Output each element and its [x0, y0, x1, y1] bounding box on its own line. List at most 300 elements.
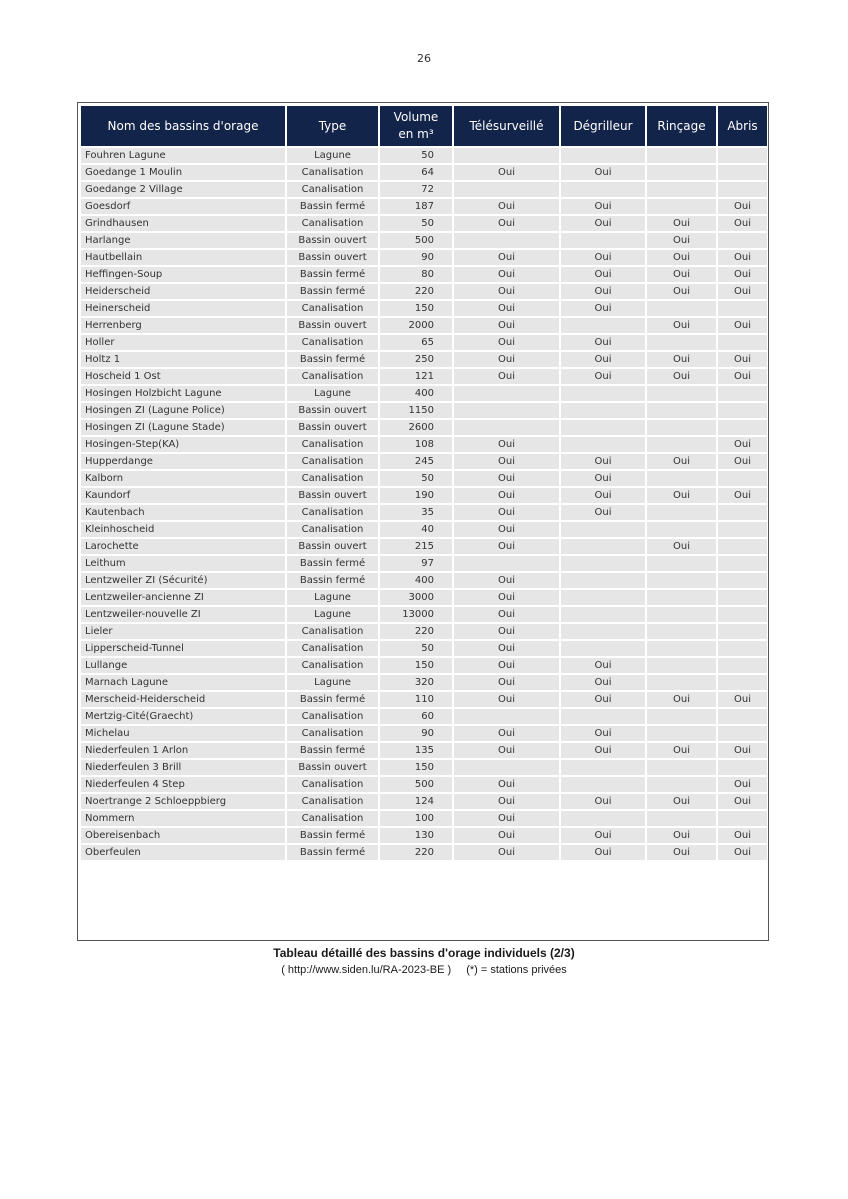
cell-degrilleur: Oui: [561, 165, 645, 180]
header-abris: Abris: [718, 106, 767, 146]
cell-degrilleur: Oui: [561, 726, 645, 741]
table-row: [81, 250, 767, 265]
cell-degrilleur: [561, 590, 645, 605]
cell-telesurveille: Oui: [454, 454, 559, 469]
cell-rincage: Oui: [647, 692, 716, 707]
cell-volume: 135: [380, 743, 452, 758]
cell-type: Bassin ouvert: [287, 233, 378, 248]
cell-telesurveille: Oui: [454, 624, 559, 639]
table-row: [81, 590, 767, 605]
header-type: Type: [287, 106, 378, 146]
cell-type: Canalisation: [287, 811, 378, 826]
cell-type: Lagune: [287, 386, 378, 401]
cell-name: Kleinhoscheid: [81, 522, 285, 537]
cell-telesurveille: Oui: [454, 488, 559, 503]
cell-rincage: [647, 607, 716, 622]
cell-rincage: Oui: [647, 216, 716, 231]
cell-abris: [718, 386, 767, 401]
cell-rincage: Oui: [647, 454, 716, 469]
cell-volume: 100: [380, 811, 452, 826]
cell-telesurveille: Oui: [454, 777, 559, 792]
cell-abris: [718, 590, 767, 605]
cell-volume: 64: [380, 165, 452, 180]
cell-volume: 97: [380, 556, 452, 571]
cell-rincage: [647, 675, 716, 690]
cell-degrilleur: Oui: [561, 471, 645, 486]
cell-type: Canalisation: [287, 777, 378, 792]
cell-type: Canalisation: [287, 709, 378, 724]
cell-abris: [718, 760, 767, 775]
cell-abris: Oui: [718, 828, 767, 843]
table-row: [81, 522, 767, 537]
cell-rincage: [647, 420, 716, 435]
cell-name: Fouhren Lagune: [81, 148, 285, 163]
cell-type: Bassin fermé: [287, 573, 378, 588]
cell-type: Bassin fermé: [287, 267, 378, 282]
cell-name: Hupperdange: [81, 454, 285, 469]
cell-name: Hosingen-Step(KA): [81, 437, 285, 452]
cell-type: Canalisation: [287, 641, 378, 656]
table-row: [81, 165, 767, 180]
cell-volume: 90: [380, 726, 452, 741]
cell-abris: Oui: [718, 794, 767, 809]
cell-telesurveille: Oui: [454, 675, 559, 690]
cell-name: Hosingen Holzbicht Lagune: [81, 386, 285, 401]
cell-telesurveille: Oui: [454, 794, 559, 809]
table-row: [81, 692, 767, 707]
cell-telesurveille: Oui: [454, 267, 559, 282]
source-link[interactable]: ( http://www.siden.lu/RA-2023-BE ): [281, 964, 452, 976]
table-row: [81, 743, 767, 758]
cell-telesurveille: Oui: [454, 811, 559, 826]
table-row: [81, 216, 767, 231]
page-number: 26: [417, 52, 431, 65]
cell-volume: 220: [380, 845, 452, 860]
cell-telesurveille: Oui: [454, 828, 559, 843]
table-row: [81, 573, 767, 588]
cell-volume: 150: [380, 658, 452, 673]
cell-rincage: Oui: [647, 539, 716, 554]
cell-name: Michelau: [81, 726, 285, 741]
cell-degrilleur: Oui: [561, 199, 645, 214]
cell-type: Bassin ouvert: [287, 420, 378, 435]
cell-name: Goedange 2 Village: [81, 182, 285, 197]
cell-degrilleur: [561, 233, 645, 248]
cell-rincage: [647, 335, 716, 350]
cell-type: Lagune: [287, 675, 378, 690]
cell-abris: [718, 522, 767, 537]
cell-name: Lullange: [81, 658, 285, 673]
cell-type: Canalisation: [287, 369, 378, 384]
cell-rincage: [647, 777, 716, 792]
cell-name: Larochette: [81, 539, 285, 554]
cell-telesurveille: Oui: [454, 573, 559, 588]
cell-name: Lieler: [81, 624, 285, 639]
table-caption: Tableau détaillé des bassins d'orage individuels (2/3): [273, 946, 575, 960]
cell-type: Canalisation: [287, 658, 378, 673]
cell-telesurveille: [454, 709, 559, 724]
cell-abris: Oui: [718, 369, 767, 384]
cell-telesurveille: Oui: [454, 726, 559, 741]
cell-rincage: [647, 199, 716, 214]
table-row: [81, 726, 767, 741]
cell-rincage: [647, 760, 716, 775]
header-telesurveille: Télésurveillé: [454, 106, 559, 146]
cell-type: Canalisation: [287, 794, 378, 809]
cell-rincage: Oui: [647, 845, 716, 860]
table-row: [81, 233, 767, 248]
cell-degrilleur: [561, 760, 645, 775]
table-row: [81, 182, 767, 197]
header-degrilleur: Dégrilleur: [561, 106, 645, 146]
cell-degrilleur: [561, 624, 645, 639]
cell-type: Lagune: [287, 590, 378, 605]
cell-volume: 13000: [380, 607, 452, 622]
cell-type: Canalisation: [287, 301, 378, 316]
storm-basin-table-frame: [77, 102, 769, 941]
cell-telesurveille: Oui: [454, 539, 559, 554]
cell-type: Bassin fermé: [287, 692, 378, 707]
cell-rincage: Oui: [647, 743, 716, 758]
cell-rincage: [647, 182, 716, 197]
cell-type: Bassin ouvert: [287, 250, 378, 265]
table-row: [81, 811, 767, 826]
table-row: [81, 386, 767, 401]
cell-name: Holtz 1: [81, 352, 285, 367]
cell-telesurveille: Oui: [454, 318, 559, 333]
cell-name: Harlange: [81, 233, 285, 248]
cell-name: Kaundorf: [81, 488, 285, 503]
cell-abris: Oui: [718, 777, 767, 792]
cell-name: Obereisenbach: [81, 828, 285, 843]
table-row: [81, 556, 767, 571]
cell-abris: [718, 556, 767, 571]
cell-rincage: [647, 386, 716, 401]
cell-telesurveille: Oui: [454, 369, 559, 384]
cell-abris: [718, 165, 767, 180]
cell-degrilleur: [561, 182, 645, 197]
cell-telesurveille: Oui: [454, 250, 559, 265]
cell-rincage: [647, 522, 716, 537]
cell-degrilleur: Oui: [561, 250, 645, 265]
cell-volume: 245: [380, 454, 452, 469]
cell-degrilleur: [561, 811, 645, 826]
cell-rincage: [647, 624, 716, 639]
cell-volume: 220: [380, 624, 452, 639]
cell-name: Noertrange 2 Schloeppbierg: [81, 794, 285, 809]
cell-degrilleur: [561, 318, 645, 333]
cell-name: Kautenbach: [81, 505, 285, 520]
cell-name: Niederfeulen 1 Arlon: [81, 743, 285, 758]
cell-rincage: Oui: [647, 794, 716, 809]
cell-abris: Oui: [718, 199, 767, 214]
cell-degrilleur: [561, 522, 645, 537]
cell-degrilleur: Oui: [561, 675, 645, 690]
cell-abris: [718, 658, 767, 673]
cell-abris: Oui: [718, 454, 767, 469]
cell-abris: Oui: [718, 267, 767, 282]
cell-type: Bassin fermé: [287, 352, 378, 367]
cell-telesurveille: Oui: [454, 471, 559, 486]
cell-degrilleur: [561, 539, 645, 554]
cell-type: Bassin fermé: [287, 828, 378, 843]
cell-telesurveille: [454, 403, 559, 418]
header-volume-line2: en m³: [398, 127, 434, 141]
cell-volume: 2000: [380, 318, 452, 333]
cell-abris: [718, 624, 767, 639]
cell-volume: 500: [380, 777, 452, 792]
cell-rincage: [647, 437, 716, 452]
cell-telesurveille: Oui: [454, 845, 559, 860]
cell-volume: 60: [380, 709, 452, 724]
cell-telesurveille: [454, 182, 559, 197]
table-row: [81, 624, 767, 639]
cell-telesurveille: Oui: [454, 692, 559, 707]
cell-volume: 110: [380, 692, 452, 707]
cell-degrilleur: [561, 573, 645, 588]
cell-abris: [718, 573, 767, 588]
cell-abris: [718, 539, 767, 554]
cell-rincage: [647, 709, 716, 724]
cell-telesurveille: Oui: [454, 284, 559, 299]
table-header-row: [81, 106, 767, 146]
cell-rincage: [647, 590, 716, 605]
cell-telesurveille: Oui: [454, 522, 559, 537]
cell-volume: 500: [380, 233, 452, 248]
table-row: [81, 777, 767, 792]
cell-rincage: Oui: [647, 488, 716, 503]
cell-telesurveille: Oui: [454, 352, 559, 367]
table-row: [81, 199, 767, 214]
table-row: [81, 352, 767, 367]
cell-rincage: [647, 505, 716, 520]
table-row: [81, 420, 767, 435]
cell-type: Bassin fermé: [287, 845, 378, 860]
cell-abris: [718, 403, 767, 418]
cell-type: Canalisation: [287, 454, 378, 469]
cell-degrilleur: Oui: [561, 828, 645, 843]
table-body: [81, 148, 767, 860]
cell-abris: [718, 675, 767, 690]
cell-type: Canalisation: [287, 505, 378, 520]
cell-type: Canalisation: [287, 726, 378, 741]
cell-rincage: Oui: [647, 233, 716, 248]
cell-degrilleur: [561, 437, 645, 452]
cell-degrilleur: Oui: [561, 284, 645, 299]
table-row: [81, 488, 767, 503]
cell-volume: 1150: [380, 403, 452, 418]
cell-degrilleur: Oui: [561, 352, 645, 367]
cell-name: Lentzweiler ZI (Sécurité): [81, 573, 285, 588]
cell-type: Lagune: [287, 148, 378, 163]
cell-name: Goesdorf: [81, 199, 285, 214]
table-row: [81, 403, 767, 418]
cell-rincage: Oui: [647, 318, 716, 333]
cell-volume: 121: [380, 369, 452, 384]
cell-volume: 90: [380, 250, 452, 265]
cell-type: Bassin fermé: [287, 556, 378, 571]
table-row: [81, 658, 767, 673]
table-row: [81, 369, 767, 384]
cell-degrilleur: Oui: [561, 216, 645, 231]
table-row: [81, 471, 767, 486]
cell-rincage: Oui: [647, 284, 716, 299]
cell-telesurveille: Oui: [454, 216, 559, 231]
cell-type: Canalisation: [287, 335, 378, 350]
storm-basin-table: [79, 104, 769, 862]
cell-degrilleur: Oui: [561, 692, 645, 707]
cell-abris: [718, 641, 767, 656]
cell-telesurveille: [454, 386, 559, 401]
table-row: [81, 760, 767, 775]
cell-type: Canalisation: [287, 522, 378, 537]
cell-name: Heffingen-Soup: [81, 267, 285, 282]
cell-degrilleur: [561, 641, 645, 656]
cell-telesurveille: Oui: [454, 743, 559, 758]
cell-degrilleur: Oui: [561, 743, 645, 758]
cell-telesurveille: Oui: [454, 658, 559, 673]
cell-name: Heiderscheid: [81, 284, 285, 299]
cell-degrilleur: Oui: [561, 658, 645, 673]
cell-rincage: [647, 471, 716, 486]
cell-volume: 2600: [380, 420, 452, 435]
cell-degrilleur: [561, 556, 645, 571]
cell-volume: 50: [380, 148, 452, 163]
cell-rincage: [647, 165, 716, 180]
cell-name: Mertzig-Cité(Graecht): [81, 709, 285, 724]
legend-note: (*) = stations privées: [466, 964, 567, 976]
table-row: [81, 607, 767, 622]
cell-rincage: Oui: [647, 828, 716, 843]
cell-name: Grindhausen: [81, 216, 285, 231]
cell-type: Canalisation: [287, 437, 378, 452]
cell-telesurveille: [454, 420, 559, 435]
table-row: [81, 318, 767, 333]
cell-abris: [718, 148, 767, 163]
cell-name: Lentzweiler-nouvelle ZI: [81, 607, 285, 622]
cell-name: Hoscheid 1 Ost: [81, 369, 285, 384]
cell-degrilleur: Oui: [561, 267, 645, 282]
cell-type: Canalisation: [287, 624, 378, 639]
cell-abris: [718, 182, 767, 197]
cell-rincage: [647, 658, 716, 673]
header-name: Nom des bassins d'orage: [81, 106, 285, 146]
cell-type: Canalisation: [287, 165, 378, 180]
table-row: [81, 454, 767, 469]
cell-volume: 124: [380, 794, 452, 809]
cell-degrilleur: Oui: [561, 845, 645, 860]
table-row: [81, 267, 767, 282]
cell-volume: 220: [380, 284, 452, 299]
cell-volume: 3000: [380, 590, 452, 605]
cell-rincage: [647, 301, 716, 316]
cell-abris: [718, 811, 767, 826]
cell-volume: 40: [380, 522, 452, 537]
cell-volume: 80: [380, 267, 452, 282]
cell-name: Hosingen ZI (Lagune Stade): [81, 420, 285, 435]
cell-volume: 150: [380, 760, 452, 775]
cell-abris: Oui: [718, 437, 767, 452]
cell-abris: Oui: [718, 488, 767, 503]
cell-type: Canalisation: [287, 182, 378, 197]
cell-abris: [718, 335, 767, 350]
cell-type: Bassin ouvert: [287, 488, 378, 503]
cell-telesurveille: Oui: [454, 199, 559, 214]
cell-rincage: [647, 726, 716, 741]
cell-volume: 250: [380, 352, 452, 367]
cell-rincage: Oui: [647, 267, 716, 282]
cell-degrilleur: [561, 777, 645, 792]
cell-name: Herrenberg: [81, 318, 285, 333]
cell-telesurveille: Oui: [454, 505, 559, 520]
cell-rincage: Oui: [647, 250, 716, 265]
cell-volume: 50: [380, 641, 452, 656]
cell-abris: [718, 233, 767, 248]
table-row: [81, 284, 767, 299]
header-rincage: Rinçage: [647, 106, 716, 146]
cell-rincage: [647, 811, 716, 826]
cell-telesurveille: [454, 556, 559, 571]
cell-degrilleur: Oui: [561, 488, 645, 503]
cell-degrilleur: Oui: [561, 505, 645, 520]
cell-rincage: [647, 641, 716, 656]
cell-type: Bassin fermé: [287, 284, 378, 299]
cell-abris: Oui: [718, 250, 767, 265]
cell-volume: 50: [380, 216, 452, 231]
cell-telesurveille: Oui: [454, 590, 559, 605]
cell-rincage: [647, 403, 716, 418]
cell-volume: 108: [380, 437, 452, 452]
table-row: [81, 335, 767, 350]
cell-degrilleur: [561, 403, 645, 418]
cell-abris: Oui: [718, 845, 767, 860]
cell-name: Niederfeulen 3 Brill: [81, 760, 285, 775]
cell-volume: 320: [380, 675, 452, 690]
cell-telesurveille: [454, 148, 559, 163]
cell-abris: [718, 420, 767, 435]
cell-degrilleur: Oui: [561, 369, 645, 384]
cell-abris: Oui: [718, 352, 767, 367]
cell-type: Bassin fermé: [287, 199, 378, 214]
table-row: [81, 828, 767, 843]
table-row: [81, 794, 767, 809]
source-line: [0, 964, 848, 976]
cell-type: Lagune: [287, 607, 378, 622]
cell-degrilleur: [561, 709, 645, 724]
cell-abris: Oui: [718, 216, 767, 231]
cell-rincage: Oui: [647, 369, 716, 384]
cell-abris: [718, 471, 767, 486]
cell-type: Bassin ouvert: [287, 539, 378, 554]
cell-volume: 65: [380, 335, 452, 350]
table-row: [81, 845, 767, 860]
cell-telesurveille: Oui: [454, 607, 559, 622]
cell-telesurveille: [454, 760, 559, 775]
table-row: [81, 437, 767, 452]
cell-rincage: [647, 573, 716, 588]
cell-volume: 72: [380, 182, 452, 197]
cell-degrilleur: Oui: [561, 301, 645, 316]
cell-name: Niederfeulen 4 Step: [81, 777, 285, 792]
cell-telesurveille: [454, 233, 559, 248]
cell-abris: Oui: [718, 692, 767, 707]
cell-type: Bassin fermé: [287, 743, 378, 758]
cell-name: Hautbellain: [81, 250, 285, 265]
cell-name: Leithum: [81, 556, 285, 571]
cell-volume: 187: [380, 199, 452, 214]
cell-rincage: Oui: [647, 352, 716, 367]
cell-telesurveille: Oui: [454, 165, 559, 180]
